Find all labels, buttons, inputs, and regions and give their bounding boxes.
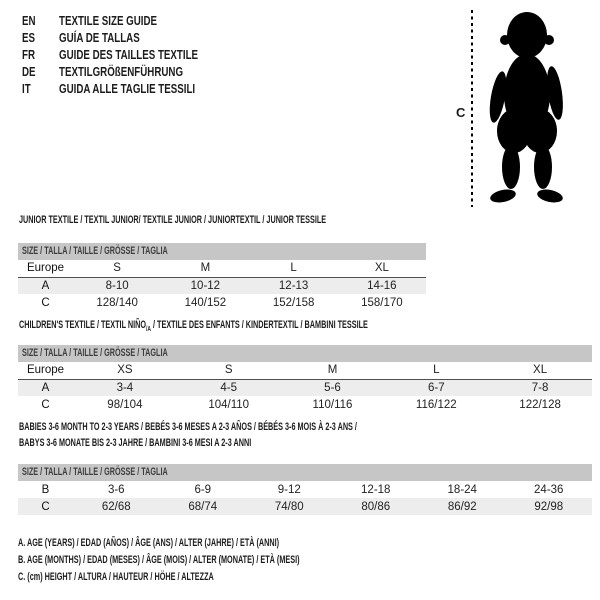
- babies-table-title-line1: BABIES 3-6 MONTH TO 2-3 YEARS / BEBÉS 3-6 MESES A 2-3 AÑOS / BÉBÉS 3-6 MOIS À 2-3 ANS /: [19, 421, 357, 433]
- size-value-cell: 8-10: [105, 279, 129, 292]
- junior-table-title: JUNIOR TEXTILE / TEXTIL JUNIOR/ TEXTILE JUNIOR / JUNIORTEXTIL / JUNIOR TESSILE: [19, 214, 327, 226]
- size-value-cell: 14-16: [367, 279, 397, 292]
- size-value-cell: 12-18: [361, 483, 391, 496]
- footnote-a: A. AGE (YEARS) / EDAD (AÑOS) / ÂGE (ANS) / ALTER (JAHRE) / ETÀ (ANNI): [18, 537, 280, 549]
- junior-size-table: [18, 260, 426, 311]
- size-value-cell: 122/128: [519, 398, 561, 411]
- row-label-cell: A: [41, 279, 50, 292]
- language-code: IT: [22, 81, 31, 96]
- child-silhouette: [482, 9, 570, 205]
- table-row: [18, 294, 426, 311]
- size-value-cell: 4-5: [220, 381, 237, 394]
- childrens-size-table: [18, 362, 592, 413]
- childrens-table-title: CHILDREN'S TEXTILE / TEXTIL $NIÑO_{/A}$ / TEXTILE DES ENFANTS / KINDERTEXTIL / BAMBINI TESSILE: [19, 319, 368, 334]
- size-value-cell: 5-6: [324, 381, 341, 394]
- language-list: [22, 12, 244, 97]
- footnote-legend: [18, 535, 445, 586]
- size-value-cell: 6-7: [427, 381, 445, 394]
- babies-table-title-line2: BABYS 3-6 MONATE BIS 2-3 JAHRE / BAMBINI 3-6 MESI A 2-3 ANNI: [19, 437, 252, 449]
- size-value-cell: 3-6: [107, 483, 125, 496]
- size-value-cell: 104/110: [208, 398, 250, 411]
- language-code: FR: [22, 47, 36, 62]
- language-code: EN: [22, 13, 36, 28]
- language-code: ES: [22, 30, 36, 45]
- size-value-cell: 152/158: [272, 296, 315, 309]
- size-value-cell: 62/68: [101, 500, 131, 513]
- size-header-bar: SIZE / TALLA / TAILLE / GRÖSSE / TAGLIA: [18, 345, 592, 362]
- height-measure-line: [471, 10, 473, 207]
- size-value-cell: 116/122: [415, 398, 457, 411]
- size-value-cell: 158/170: [361, 296, 403, 309]
- size-value-cell: L: [384, 362, 488, 379]
- language-row-es: [22, 29, 244, 46]
- size-value-cell: 7-8: [531, 381, 549, 394]
- language-row-en: [22, 12, 244, 29]
- size-value-cell: M: [161, 260, 249, 277]
- language-title: GUIDA ALLE TAGLIE TESSILI: [59, 81, 196, 96]
- size-value-cell: M: [281, 362, 385, 379]
- footnote-c: C. (cm) HEIGHT / ALTURA / HAUTEUR / HÖHE / ALTEZZA: [18, 571, 214, 583]
- footnote-b: B. AGE (MONTHS) / EDAD (MESES) / ÂGE (MOIS) / ALTER (MONATE) / ETÀ (MESI): [18, 554, 300, 566]
- size-value-cell: 10-12: [190, 279, 221, 292]
- table-row: [18, 260, 426, 277]
- size-value-cell: 6-9: [194, 483, 212, 496]
- junior-textile-section: [18, 214, 426, 314]
- language-title: TEXTILGRÖßENFÜHRUNG: [59, 64, 184, 79]
- size-value-cell: XL: [338, 260, 426, 277]
- size-header-bar: SIZE / TALLA / TAILLE / GRÖSSE / TAGLIA: [18, 243, 426, 260]
- table-row: [18, 498, 592, 515]
- babies-textile-section: [18, 421, 592, 519]
- language-code: DE: [22, 64, 36, 79]
- size-value-cell: 92/98: [534, 500, 564, 513]
- size-value-cell: 18-24: [447, 483, 477, 496]
- language-title: GUIDE DES TAILLES TEXTILE: [59, 47, 199, 62]
- size-value-cell: 68/74: [188, 500, 218, 513]
- row-label-cell: Europe: [18, 362, 73, 379]
- size-value-cell: 128/140: [96, 296, 138, 309]
- size-value-cell: L: [250, 260, 338, 277]
- row-label-cell: C: [41, 296, 50, 309]
- childrens-textile-section: [18, 319, 592, 416]
- size-value-cell: 86/92: [447, 500, 477, 513]
- size-value-cell: XL: [488, 362, 592, 379]
- language-title: GUÍA DE TALLAS: [59, 30, 140, 45]
- size-value-cell: 80/86: [361, 500, 391, 513]
- row-label-cell: C: [41, 398, 50, 411]
- size-value-cell: 9-12: [277, 483, 301, 496]
- row-label-cell: C: [41, 500, 50, 513]
- row-label-cell: B: [41, 483, 50, 496]
- language-title: TEXTILE SIZE GUIDE: [59, 13, 158, 28]
- table-row: [18, 396, 592, 413]
- row-label-cell: Europe: [18, 260, 73, 277]
- size-value-cell: 24-36: [534, 483, 564, 496]
- size-value-cell: 98/104: [107, 398, 143, 411]
- size-value-cell: 110/116: [312, 398, 353, 411]
- language-row-it: [22, 80, 244, 97]
- size-value-cell: S: [177, 362, 281, 379]
- table-row: [18, 481, 592, 498]
- babies-size-table: [18, 481, 592, 515]
- height-measure-label: C: [456, 105, 466, 120]
- size-value-cell: 3-4: [116, 381, 134, 394]
- size-header-bar: SIZE / TALLA / TAILLE / GRÖSSE / TAGLIA: [18, 464, 592, 481]
- language-row-de: [22, 63, 244, 80]
- table-row: [18, 362, 592, 379]
- table-row: [18, 277, 426, 294]
- row-label-cell: A: [41, 381, 50, 394]
- size-value-cell: XS: [73, 362, 177, 379]
- table-row: [18, 379, 592, 396]
- size-value-cell: 74/80: [274, 500, 304, 513]
- size-value-cell: 140/152: [184, 296, 227, 309]
- size-value-cell: S: [73, 260, 161, 277]
- size-value-cell: 12-13: [278, 279, 309, 292]
- language-row-fr: [22, 46, 244, 63]
- gender-subscript: /A: [146, 324, 151, 334]
